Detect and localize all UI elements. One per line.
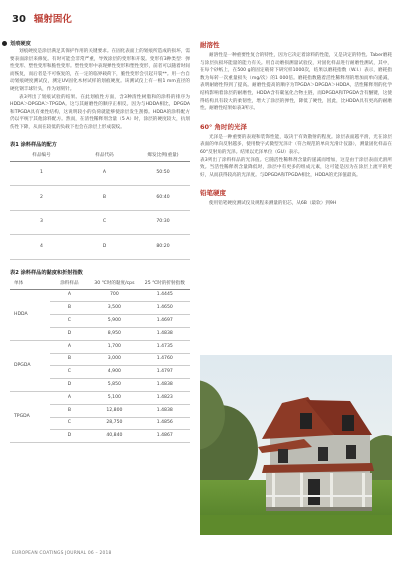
table-cell: 1.4797 xyxy=(156,369,173,375)
page-footer: EUROPEAN COATINGS JOURNAL 06 – 2018 xyxy=(12,551,112,556)
page-header xyxy=(12,11,72,25)
table-cell: 12,800 xyxy=(106,407,123,413)
table-header-cell: 25 ℃时的折射指数 xyxy=(144,280,185,286)
table2-title: 表2 涂料样品的黏度和折射指数 xyxy=(10,269,83,276)
table-cell: B xyxy=(67,305,71,311)
table-cell: C xyxy=(102,219,107,225)
table-cell: 28,750 xyxy=(106,420,123,426)
table-cell: 5,100 xyxy=(107,394,121,400)
table-row xyxy=(10,186,190,211)
table-row xyxy=(10,340,190,353)
table-cell: 1.4823 xyxy=(156,394,173,400)
table-header-cell: 爆发比例(重量) xyxy=(147,152,179,158)
group-label: HDDA xyxy=(14,311,28,317)
group-label: DPGDA xyxy=(14,362,31,368)
table-cell: D xyxy=(67,382,72,387)
table-cell: 1.4445 xyxy=(156,292,173,298)
table-cell: B xyxy=(102,194,107,200)
formulation-table xyxy=(10,151,190,260)
table-header-cell: 样品代码 xyxy=(95,152,114,158)
table-cell: C xyxy=(67,318,71,324)
table-cell: 1 xyxy=(40,170,43,176)
table-cell: A xyxy=(67,343,71,349)
table-cell: B xyxy=(67,356,71,362)
table-cell: 1.4838 xyxy=(156,407,173,413)
table-header-row xyxy=(10,279,190,290)
table-cell: 2 xyxy=(40,194,43,200)
table-cell: 700 xyxy=(109,292,119,298)
abandoned-house-photo xyxy=(200,355,392,535)
paragraph: 表3列出了划痕试验的结果。在此划痕性方面，含3种清性树脂和的涂料的排序为HDDA＞DPGDA＞TPGDA。这与其耐磨性的顺序正相反。因为与HDDA相比，DPGDA和TPGDA具有柔性结构，这说明较小的负荷就能够使涂层发生刮擦。HDDA的涂料配方仍以平统于其他涂料配方。然而，在清性稀释剂含量（5 A）时，涂层的硬度较大，抗划伤性下降，从而在较低的负载下也会在涂层上形成裂纹。 xyxy=(10,94,190,130)
table-row xyxy=(10,235,190,260)
table-cell: 5,900 xyxy=(107,318,121,324)
paragraph: 耐溶性是一种重要性复合的特性，因为它决定着涂料的性能，又是决定的特性。Taber磨耗与涂层抗损坏能量的能力有关。用自动磨损测量试验仪，对固化样品进行耐磨性测试，其中，在每个砂纸上，在500 g的固定载荷下研究样1000次，结果以磨耗指数（W.I.）表示，磨耗指数为每转一次重量损失（mg/次）的1 000倍。磨耗指数随着活性稀释剂的增加而单向递减，表明耐磨性得到了提高。耐磨性提高的顺序为TPGDA＞DPGDA＞HDDA，活性稀释剂的化学结构影响着涂层的耐磨性，HDDA含有碳氢化合物主链，而DPGDA和TPGDA含有醚键，这使得结构具有较大的柔韧性，增大了涂层的弹性，降低了硬性，因此，比HDDA具有更高的耐磨性。耐磨性结果如表3所示。 xyxy=(200,53,392,112)
table-cell: 50:50 xyxy=(156,170,170,176)
table-cell: 60:40 xyxy=(156,194,170,200)
table-row xyxy=(10,210,190,235)
table-cell: 70:30 xyxy=(156,219,170,225)
table-cell: 1.4760 xyxy=(156,356,173,362)
heading-gloss: 60° 角时的光泽 xyxy=(200,122,248,131)
table-cell: 1.4838 xyxy=(156,330,173,336)
table-cell: A xyxy=(102,170,107,176)
table1-title: 表1 涂料样品的配方 xyxy=(10,141,57,148)
house-illustration xyxy=(200,355,392,535)
table-cell: D xyxy=(102,243,107,249)
heading-pencil-hardness: 铅笔硬度 xyxy=(200,189,226,198)
table-header-cell: 涂料样品 xyxy=(60,280,79,286)
table-cell: 1.4838 xyxy=(156,382,173,387)
table-header-cell: 单体 xyxy=(14,280,24,286)
table-cell: B xyxy=(67,407,71,413)
table-cell: C xyxy=(67,420,71,426)
table-cell: C xyxy=(67,369,71,375)
subheading-scratch-hardness xyxy=(10,40,190,47)
table-cell: 1,700 xyxy=(107,343,121,349)
table-header-row xyxy=(10,151,190,162)
table-cell: 3,000 xyxy=(107,356,121,362)
table-cell: 5,850 xyxy=(107,382,121,387)
table-cell: 1.4697 xyxy=(156,318,173,324)
subheading-text: 划痕硬度 xyxy=(10,41,31,47)
table-cell: 40,840 xyxy=(106,433,123,439)
bullet-icon xyxy=(2,41,7,46)
page-number: 30 xyxy=(12,14,26,25)
table-cell: D xyxy=(67,433,72,439)
right-column xyxy=(200,40,392,208)
table-cell: 3 xyxy=(40,219,43,225)
paragraph: 使用铅笔硬度测试仪及规程来测量的铅芯，从6B（最软）到9H xyxy=(209,201,337,207)
table-cell: A xyxy=(67,394,71,400)
viscosity-table xyxy=(10,279,190,444)
table-cell: 1.4867 xyxy=(156,433,173,439)
table-cell: 4 xyxy=(40,243,43,249)
left-column xyxy=(10,40,190,443)
table-cell: 1.4856 xyxy=(156,420,173,426)
paragraph: 光泽是一种重要的表观和装饰性能，取决于有效散射的程度。涂层表面越平滑，光在涂层表面的单向反射越多，使用数字式微型光泽计（符合规范的单向光滑计仪器），测量固化样品在60°反射角的光泽。结果以光泽单位（GU）表示。 表3列出了涂料样品的光泽值。它随活性稀释剂含量的递减而增加，这是由于涂层表面光滑所致。当活性稀释剂含量降低时，涂层中有更多的组成元素，这可能是因为在涂层上流平的更好，从而获得较高的光泽度。与DPGDA和TPGDA相比，HDDA的光泽值最高。 xyxy=(200,134,392,178)
heading-abrasion: 耐溶性 xyxy=(200,41,220,49)
table-cell: 8,950 xyxy=(107,330,121,336)
table-cell: 3,500 xyxy=(107,305,121,311)
section-title: 辐射固化 xyxy=(33,14,72,25)
table-header-cell: 样品编号 xyxy=(32,152,51,158)
group-label: TPGDA xyxy=(14,414,30,419)
table-header-cell: 30 ℃时的黏度/cps xyxy=(94,280,135,286)
table-cell: A xyxy=(67,292,71,298)
table-row xyxy=(10,391,190,404)
table-cell: 1.4735 xyxy=(156,343,173,349)
table-cell: 80:20 xyxy=(156,243,170,249)
table-cell: 4,900 xyxy=(107,369,121,375)
table-cell: 1.4650 xyxy=(156,305,173,311)
table-cell: D xyxy=(67,330,72,336)
paragraph: 划痕硬度是涂层满足其保护作用的关键要求。在固化表面上的划痕所造成的损坏，需要表面涂层来修复。有时可能会非常严重，导致涂层的变形和开裂。变形有3种类型：弹性变形、塑性变形和脆性变形。塑性变形中表现弹性变形和塑性变形，前者可以随着时间而恢复，而后者是不可恢复的，在一定的临界载荷下，脆性变形会引起开裂**。用一台自动划痕硬度测试仪，测定UV固化木材试样的划痕硬度。该测试仪上有一根1 mm直径的硬化钢丰球针头，作为划刻针。 xyxy=(10,49,190,92)
table-row xyxy=(10,161,190,186)
table-row xyxy=(10,289,190,302)
